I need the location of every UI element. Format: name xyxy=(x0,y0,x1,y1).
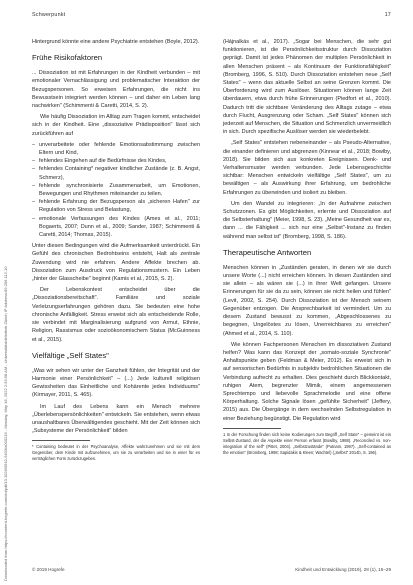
paragraph: „Was wir sehen wir unter der Ganzheit fühlen, der Integrität und der Harmonie einer Persönlichkeit" – (...) Jede kulturell religiösen Gewissheiten das Einheitliche und Kohärente jedes Individuums" (Kirmayer, 2011, S. 465). xyxy=(32,367,200,399)
left-column xyxy=(32,38,200,465)
paragraph: „Self States" entstehen nebeneinander – als Pseudo-Alternative, die einander definieren und abgrenzen (Kinnear et al., 2018; Bowlby, 2018). Sie bilden sich aus konkreten Ereignissen. Denk- und Verhaltensmuster werden verbunden. Jede Lebensgeschichte sichtbar: Menschen entwickeln vielfältige „Self States", um zu bewältigen – als Auswirkung ihrer Erfahrung, um bedrohliche Erfahrungen zu überwinden und isoliert zu bleiben. xyxy=(223,140,391,196)
intro-paragraph: Hintergrund könnte eine andere Psychiatrie entstehen (Boyle, 2012). xyxy=(32,39,200,45)
list-item: – fehlendes Containing* negativer kindlicher Zustände (z. B. Angst, Schmerz), xyxy=(32,165,200,181)
page-number: 17 xyxy=(384,12,391,18)
list-item: – unverarbeitete oder fehlende Emotionsabstimmung zwischen Eltern und Kind, xyxy=(32,141,200,157)
download-watermark-text: Downloaded from https://econtent.hogrefe.com/doi/pdf/10.1026/0942-5403/a000219 - Monday, May 16, 2022 2:33:58 AM - Universitätsbibliothek Zürich IP Address:89.206.112.10 xyxy=(3,266,8,581)
page-header xyxy=(32,12,391,22)
journal-citation: Kindheit und Entwicklung (2019), 28 (1), 15–29 xyxy=(295,567,391,572)
heading-risk-factors: Frühe Risikofaktoren xyxy=(32,53,103,63)
heading-self-states: Vielfältige „Self States" xyxy=(32,350,109,360)
footnote-containing: * Containing bedeutet in der Psychoanalyse, Affekte wahrzunehmen und sie mit dem Gegenüber, dem Kinde mit aufzunehmen, um sie zu verarbeiten und sie in einer für es verträglichen Form zurückzugeben. xyxy=(32,444,200,462)
paragraph: Der Lebenskontext entscheidet über die „Dissoziationsbereitschaft". Familiäre und soziale Verletzungserfahrungen gehören dazu. Sie bedeuten eine hohe chronische Anfälligkeit. Stress erweist sich als entscheidende Rolle, sie verbindet mit Marginalisierung aufgrund von Armut, Ethnie, Religion, Rassismus oder sozioökonomischem Status (McGuinness et al., 2015). xyxy=(32,287,200,343)
footnote-divider xyxy=(223,428,281,429)
paragraph: ... Dissoziation ist mit Erfahrungen in der Kindheit verbunden – mit emotionaler Vernachlässigung und problematischer Interaktion der Bezugspersonen. So erweisen Erfahrungen, die nicht ins Bewusstsein integriert werden können – und daher ein Leben lang nachwirken" (Schimmenti & Caretti, 2014, S. 2). xyxy=(32,70,200,110)
list-item: – fehlende Erfahrung der Bezugsperson als „sicheren Hafen" zur Regulation von Stress und Belastung, xyxy=(32,198,200,214)
right-column xyxy=(223,38,391,459)
section-label: Schwerpunkt xyxy=(32,12,66,18)
list-item: – emotionale Verfassungen des Kindes (Ames et al., 2011; Bogaerts, 2007; Dunn et al., 2009; Sander, 1987; Schimmenti & Caretti, 2014; Thomas, 2015). xyxy=(32,215,200,240)
paragraph: Wie können Fachpersonen Menschen im dissoziativen Zustand helfen? Was kann das Konzept der „somato-soziale Synchronie" Anhaltspunkte geben (Feldman & Meier, 2012). Es erweist sich in auf sensorischen Bedürfnis in subjektiv bedrohlichen Situationen die Verbindung aufrecht zu erhalten. Dies geschieht durch Blickkontakt, ruhigen Atem, begrenzter Mimik, einem angemessenen Sprechtempo und liebevolle Sprachmelodie und eine offene Körperhaltung. Solche Signale lösen „gefühlte Sicherheit" (Jeffery, 2015) aus. Die Übergänge in dem wechselnden Selbstregulation in einer Beziehung begünstigt. Die Regulation wird xyxy=(223,341,391,422)
list-item: – fehlendes Eingehen auf die Bedürfnisse des Kindes, xyxy=(32,157,200,165)
footnote-divider xyxy=(32,440,90,441)
list-item: – fehlende synchronisierte Zusammenarbeit, um Emotionen, Bewegungen und Rhythmen miteinander zu teilen, xyxy=(32,182,200,198)
paragraph: Wie häufig Dissoziation im Alltag zum Tragen kommt, entscheidet sich in der Kindheit. Eine „dissoziative Prädisposition" lässt sich zurückführen auf xyxy=(32,114,200,137)
paragraph: Um den Wandel zu integrieren: „In der Aufnahme zwischen Schutzzonen. Es gibt Möglichkeiten, erlernte und Dissoziation auf die Selbsterhaltung" (Meier, 1998, S. 23). „Meine Gesundheit war es, dann ... die Fähigkeit ... sich nur eine „Selbst"-Instanz zu finden während man selbst ist" (Bromberg, 1998, S. 186). xyxy=(223,200,391,240)
risk-factor-list xyxy=(32,141,200,239)
paragraph: Menschen können in „Zuständen geraten, in denen wir sie durch unsere Worte (...) nicht erreichen können. In diesen Zuständen sind sie allein – als wären sie (...) in ihrer Welt gefangen. Unsere Erinnerungen für sie da zu sein, können sie nicht heilen und fühlen" (Levit, 2002, S. 254). Durch Dissoziation ist der Mensch seinem Gegenüber entzogen. Die Ansprechbarkeit ist vermindert. Um zu diesem Zustand bewusst zu kommen, „Abgeschlossenes zu begegnen, Ungelöstes zu lösen, Unerreichbares zu erreichen" (Ahmed et al., 2014, S. 110). xyxy=(223,264,391,337)
paragraph: Im Lauf des Lebens kann ein Mensch mehrere „Überlebenspersönlichkeiten" entwickeln. Sie entstehen, wenn etwas unaushaltbares Überwältigendes geschieht. Mit der Zeit können sich „Subsysteme der Persönlichkeit" bilden xyxy=(32,403,200,435)
download-watermark xyxy=(3,36,12,581)
paragraph: Unter diesen Bedingungen wird die Aufmerksamkeit unterdrückt. Ein Gefühl des chronischen Bedrohtseins entsteht, Halt als zentrale Zuwendung wird nie erfahren. Andere Affekte brechen ab. Dissoziation zum Ausdruck von Regulationsmustern. Ein Leben „hinter der Glasscheibe" beginnt (Kamis et al., 2015, S. 2). xyxy=(32,243,200,283)
copyright: © 2019 Hogrefe xyxy=(32,567,65,572)
page-footer xyxy=(32,567,391,575)
heading-therapeutic-responses: Therapeutische Antworten xyxy=(223,247,312,257)
paragraph: (Hájnalkás et al., 2017). „Sogar bei Menschen, die sehr gut funktionieren, ist die Persönlichkeitsstruktur durch Dissoziation geprägt. Damit ist jedes Phänomen der multiplen Persönlichkeit in allen Menschen präsent – als Kontinuum der Funktionsfähigkeit" (Bromberg, 1996, S. 510). Durch Dissoziation entstehen neue „Self States" – wenn das aktuelle Selbst an seine Grenzen kommt. Die Überforderung wird zum Auslöser. Situationen können lange Zeit überdauern, etwa durch frühe Erinnerungen (Piedfort et al., 2010). Dadurch tritt die sichtbare Veränderung des Alltags zutage – etwa durch Flucht, Ausgrenzung oder Scham. „Self States" können sich jederzeit auf Menschen, die Situation und Schmerzlich unvermeidlich in sich. Durch spezifische Auslöser werden sie wiederbelebt. xyxy=(223,39,391,136)
footnote-self-state: 1 In der Forschung finden sich keine Kodierungen zum Begriff „Self State" – gemeint ist ein Selbst-Zustand, der die Aspekte einer Person erfasst (Bowlby, 1988). „Reconciled vs. non-integration of the self" (Pittet, 2004). „Selbstzustände" (Putnam, 1997). „Self-contained as the emotion" (Bromberg, 1998; Sapidakis & Kleen; Wachtel) („Selbst" 2014b, S. 196). xyxy=(223,431,391,455)
